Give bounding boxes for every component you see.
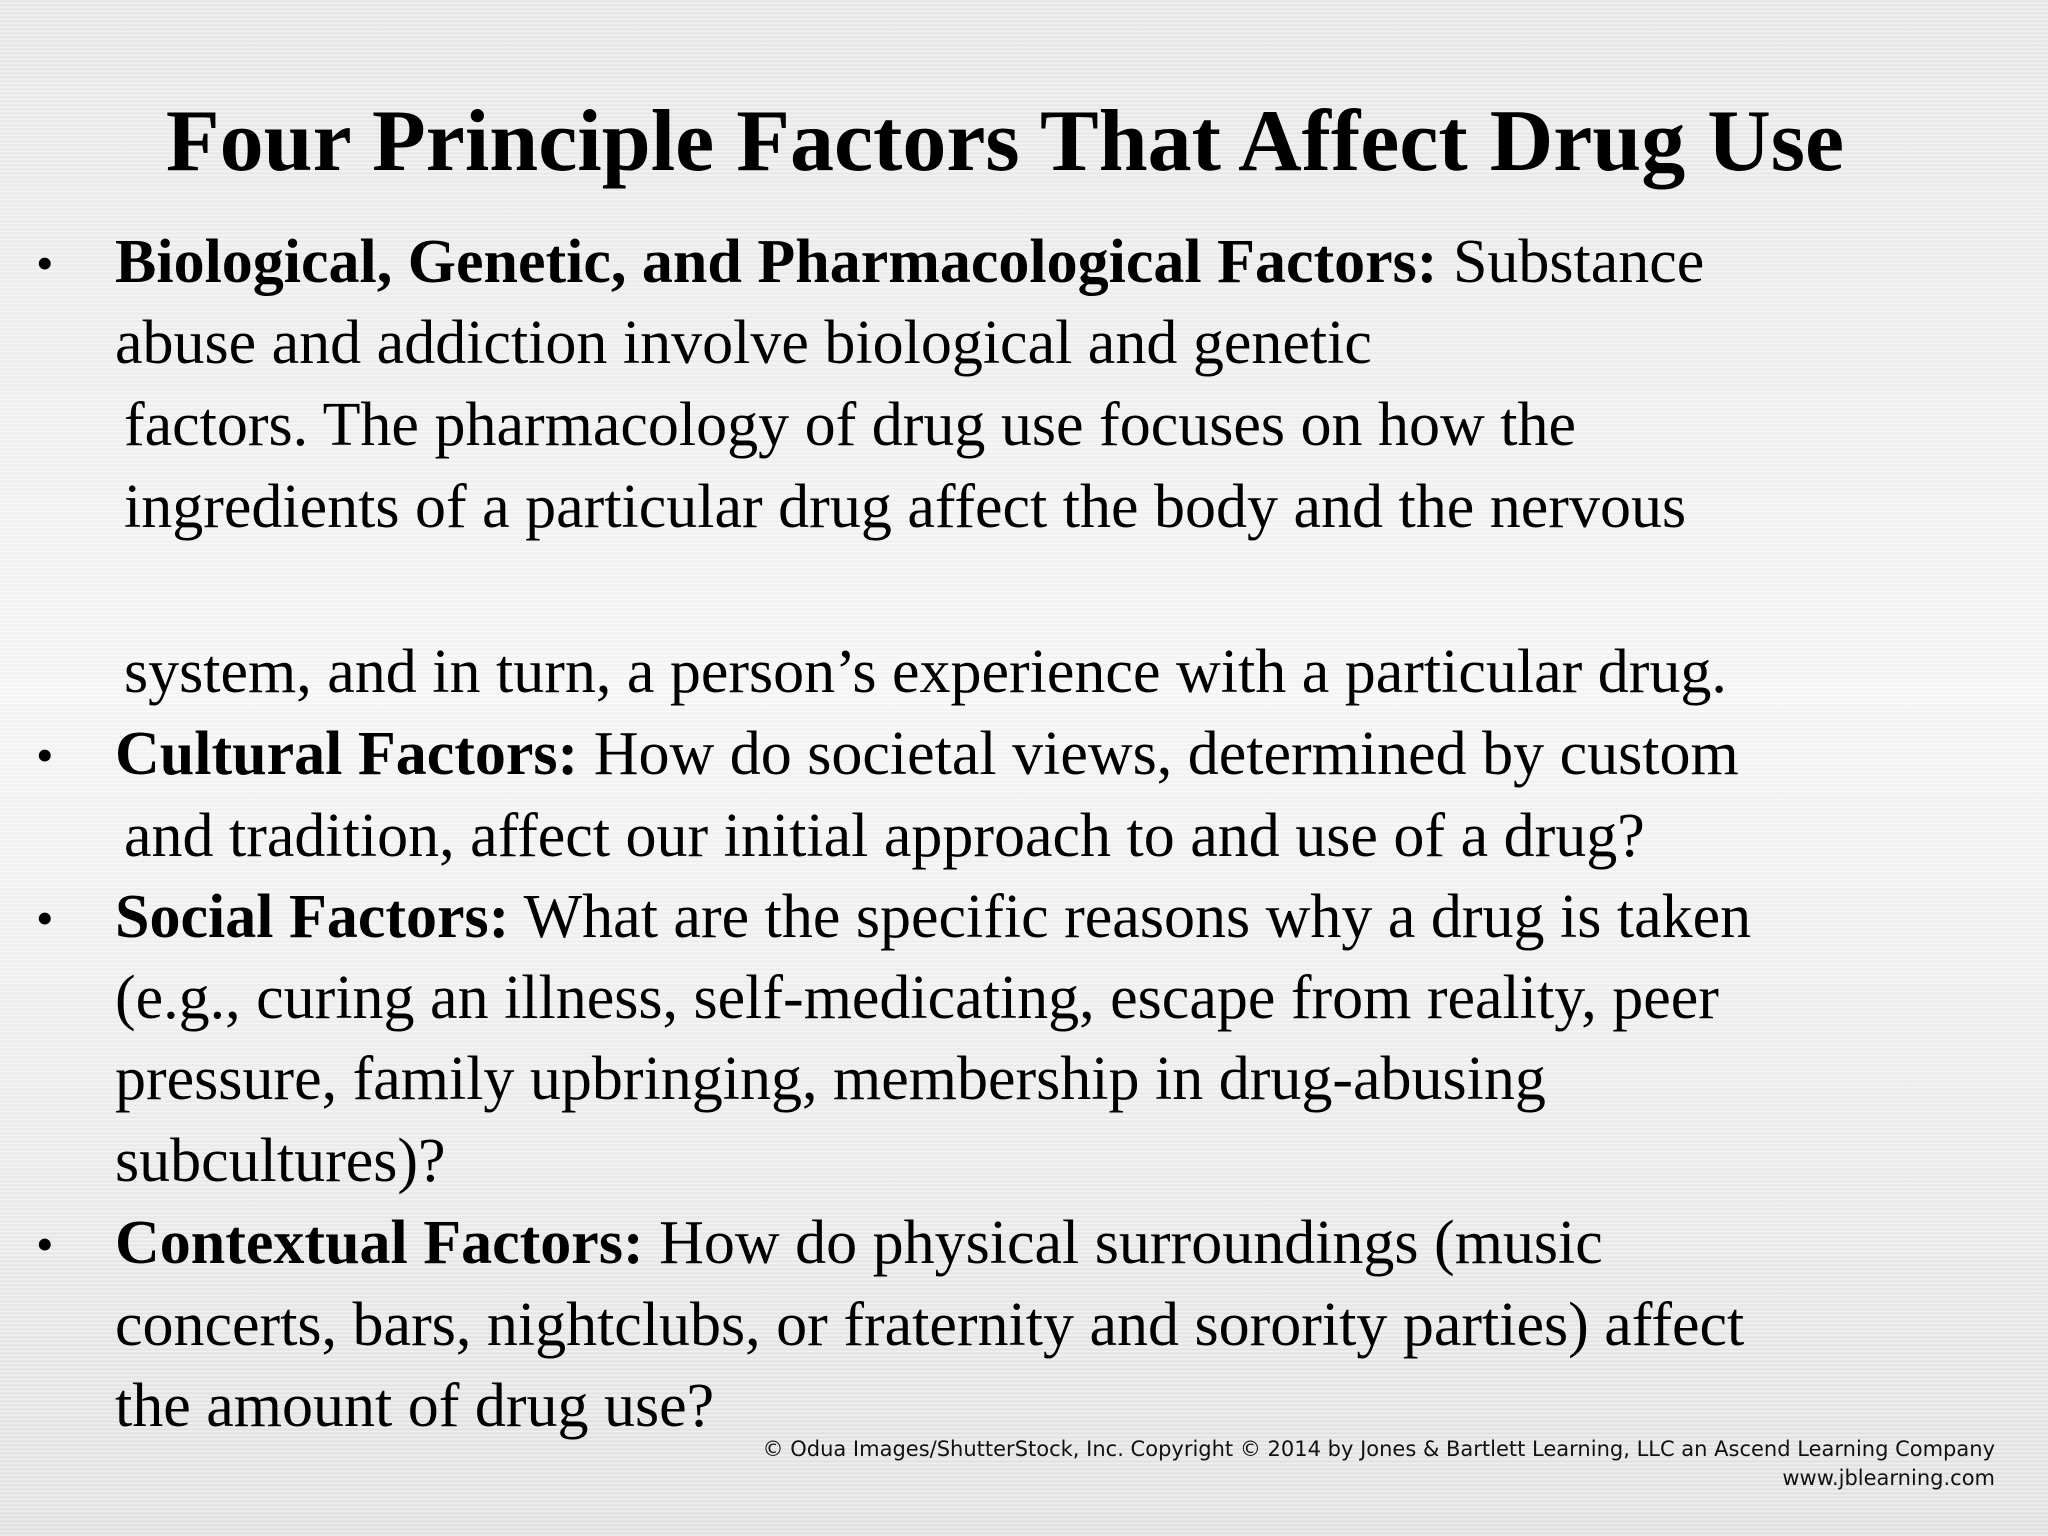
bullet-social-line-2: (e.g., curing an illness, self-medicating, escape from reality, peer <box>115 964 1719 1032</box>
bullet-social-line-4: subcultures)? <box>115 1127 446 1195</box>
bullet-contextual-heading: Contextual Factors: <box>115 1209 644 1277</box>
bullet-cultural-text: How do societal views, determined by custom <box>578 720 1739 788</box>
bullet-biological-line-2: abuse and addiction involve biological and genetic <box>115 309 1372 377</box>
bullet-biological-line-1 <box>115 227 1704 297</box>
bullet-biological-heading: Biological, Genetic, and Pharmacological Factors: <box>115 228 1438 296</box>
bullet-contextual-line-1 <box>115 1208 1603 1278</box>
bullet-social-text: What are the specific reasons why a drug is taken <box>509 883 1752 951</box>
bullet-cultural-line-2: and tradition, affect our initial approach to and use of a drug? <box>124 802 1645 870</box>
bullet-social-line-3: pressure, family upbringing, membership in drug-abusing <box>115 1045 1546 1113</box>
bullet-icon: • <box>36 235 54 291</box>
bullet-icon: • <box>36 890 54 946</box>
bullet-biological-line-3: factors. The pharmacology of drug use focuses on how the <box>124 391 1577 459</box>
bullet-cultural-line-1 <box>115 719 1739 789</box>
bullet-icon: • <box>36 1216 54 1272</box>
publisher-url: www.jblearning.com <box>1782 1466 1995 1490</box>
bullet-biological-line-5: system, and in turn, a person’s experience with a particular drug. <box>124 638 1727 706</box>
bullet-biological-line-4: ingredients of a particular drug affect the body and the nervous <box>124 473 1687 541</box>
slide-title: Four Principle Factors That Affect Drug Use <box>165 93 1845 190</box>
bullet-social-heading: Social Factors: <box>115 883 510 951</box>
bullet-contextual-text: How do physical surroundings (music <box>643 1209 1603 1277</box>
bullet-biological-text: Substance <box>1437 228 1705 296</box>
copyright-credit: © Odua Images/ShutterStock, Inc. Copyright © 2014 by Jones & Bartlett Learning, LLC an Ascend Learning Company <box>762 1437 1995 1461</box>
bullet-icon: • <box>36 727 54 783</box>
bullet-cultural-heading: Cultural Factors: <box>115 720 579 788</box>
bullet-contextual-line-2: concerts, bars, nightclubs, or fraternity and sorority parties) affect <box>115 1291 1745 1359</box>
bullet-contextual-line-3: the amount of drug use? <box>115 1372 715 1440</box>
bullet-social-line-1 <box>115 882 1751 952</box>
